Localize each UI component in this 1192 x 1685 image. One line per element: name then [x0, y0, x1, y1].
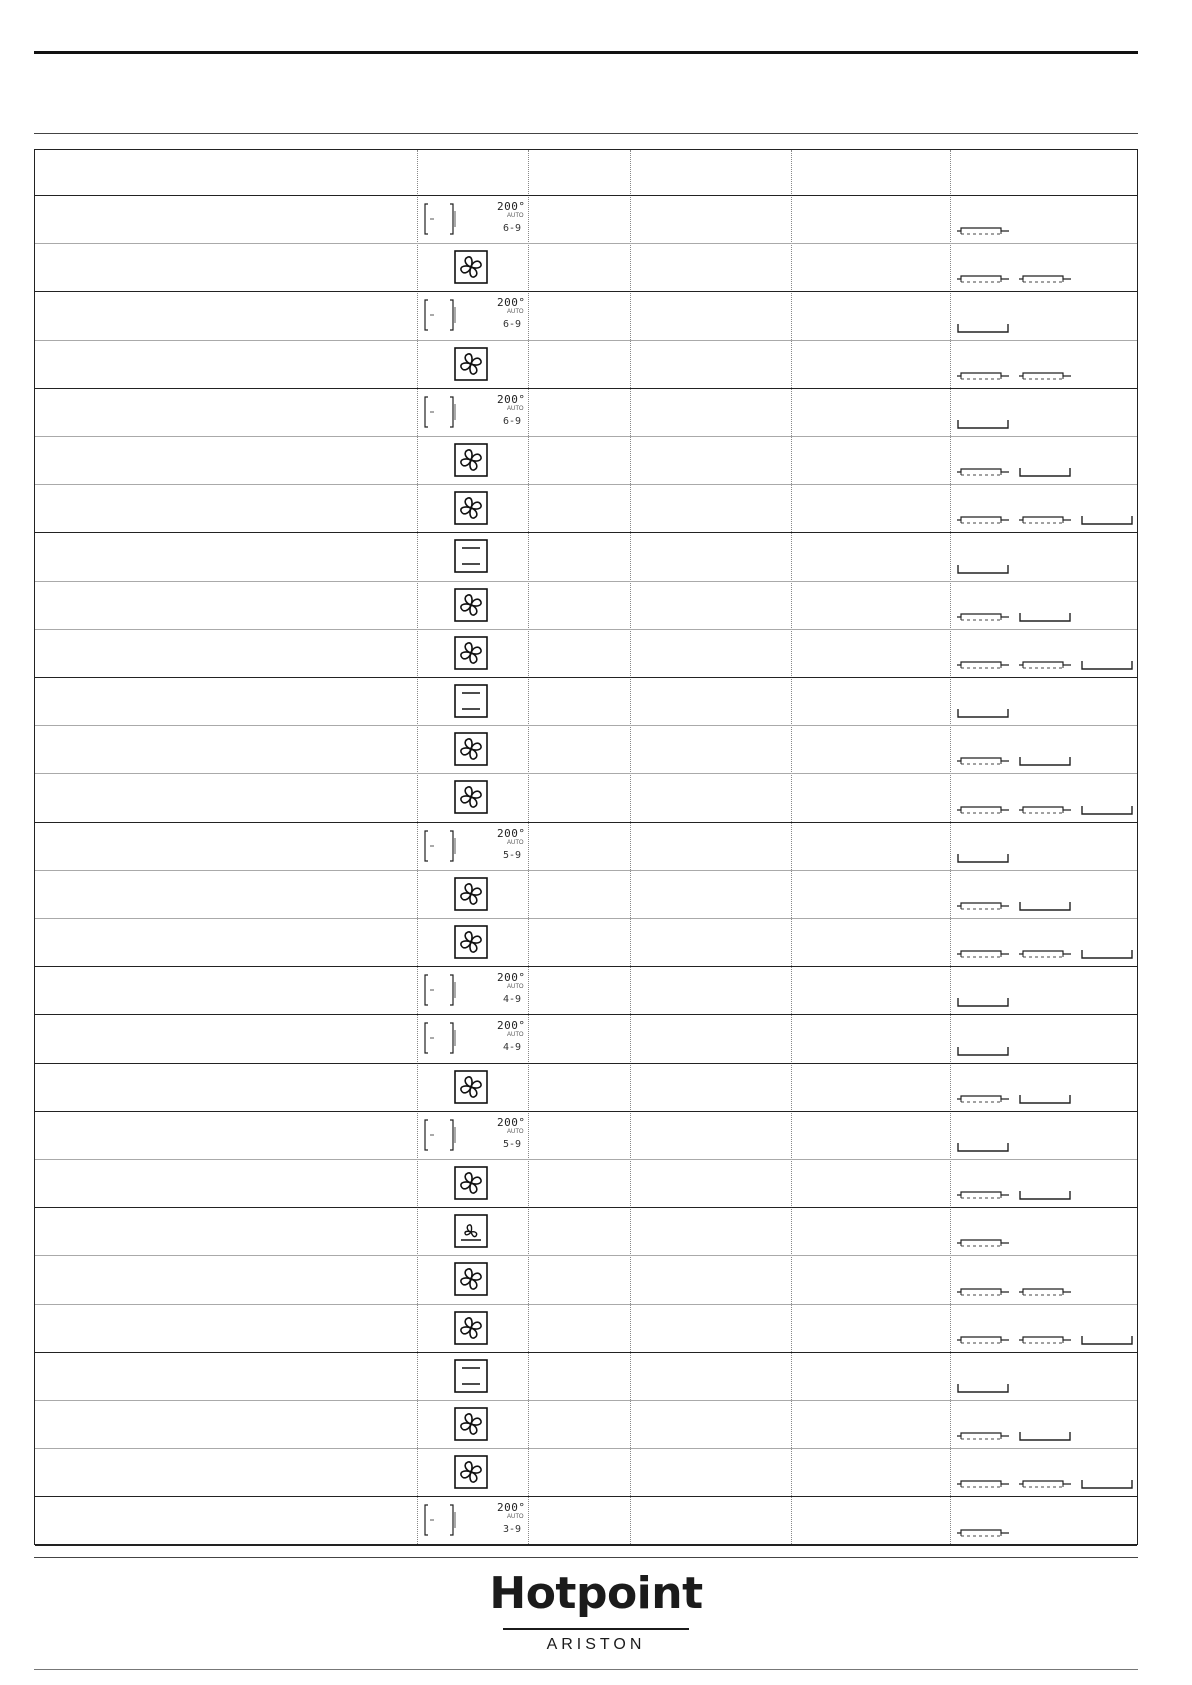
selector-temperature: 200°	[497, 200, 526, 213]
selector-mode: AUTO	[507, 1128, 524, 1135]
baking-tray-icon	[1018, 1430, 1072, 1442]
table-row	[35, 582, 1137, 630]
wire-rack-icon	[956, 900, 1010, 912]
function-cell	[417, 485, 528, 532]
baking-tray-icon	[956, 1382, 1010, 1394]
wire-rack-icon	[1018, 1334, 1072, 1346]
shelf-level-cell	[950, 919, 1139, 966]
selector-level: 6-9	[503, 319, 522, 331]
shelf-level-cell	[950, 244, 1139, 291]
selector-temperature: 200°	[497, 296, 526, 310]
brand-subtitle: ARISTON	[546, 1636, 646, 1653]
page-bottom-rule	[34, 1669, 1138, 1670]
baking-tray-icon	[1080, 948, 1134, 960]
wire-rack-icon	[1018, 804, 1072, 816]
selector-mode: AUTO	[507, 309, 524, 316]
shelf-level-cell	[950, 678, 1139, 725]
fan-icon	[454, 1311, 488, 1345]
table-row	[35, 1015, 1137, 1063]
baking-tray-icon	[956, 707, 1010, 719]
table-row	[35, 1208, 1137, 1256]
table-row	[35, 1449, 1137, 1497]
table-row	[35, 1497, 1137, 1545]
wire-rack-icon	[956, 804, 1010, 816]
header-rule	[34, 133, 1138, 134]
selector-bracket-icon	[421, 201, 457, 237]
table-row	[35, 341, 1137, 389]
selector-level: 4-9	[503, 994, 522, 1006]
fan-icon	[454, 636, 488, 670]
wire-rack-icon	[1018, 1478, 1072, 1490]
table-row	[35, 1256, 1137, 1304]
table-row	[35, 196, 1137, 244]
shelf-level-cell	[950, 1112, 1139, 1159]
fan-icon	[454, 877, 488, 911]
function-cell	[417, 967, 528, 1014]
baking-tray-icon	[1018, 900, 1072, 912]
wire-rack-icon	[956, 1334, 1010, 1346]
function-cell	[417, 341, 528, 388]
function-cell	[417, 1497, 528, 1544]
baking-tray-icon	[1018, 1093, 1072, 1105]
function-cell	[417, 437, 528, 484]
selector-temperature: 200°	[497, 1019, 526, 1033]
selector-bracket-icon	[421, 394, 457, 430]
fan-icon	[454, 1407, 488, 1441]
shelf-level-cell	[950, 1497, 1139, 1544]
shelf-level-cell	[950, 1208, 1139, 1255]
function-cell	[417, 533, 528, 580]
fan-icon	[454, 491, 488, 525]
table-row	[35, 919, 1137, 967]
wire-rack-icon	[956, 755, 1010, 767]
table-row	[35, 437, 1137, 485]
table-row	[35, 533, 1137, 581]
selector-bracket-icon	[421, 1117, 457, 1153]
function-cell	[417, 196, 528, 243]
baking-tray-icon	[1080, 659, 1134, 671]
shelf-level-cell	[950, 196, 1139, 243]
fan-icon	[454, 780, 488, 814]
baking-tray-icon	[956, 563, 1010, 575]
selector-temperature: 200°	[497, 1501, 526, 1515]
selector-bracket-icon	[421, 972, 457, 1008]
selector-bracket-icon	[421, 1020, 457, 1056]
selector-level: 4-9	[503, 1042, 522, 1054]
function-cell	[417, 1160, 528, 1207]
fan-icon	[454, 1070, 488, 1104]
table-row	[35, 774, 1137, 822]
baking-tray-icon	[1080, 804, 1134, 816]
wire-rack-icon	[956, 1527, 1010, 1539]
fan-icon	[454, 1166, 488, 1200]
wire-rack-icon	[956, 514, 1010, 526]
function-cell	[417, 1015, 528, 1062]
function-cell	[417, 871, 528, 918]
selector-level: 6-9	[503, 223, 522, 234]
footer-rule	[34, 1557, 1138, 1558]
brand-logo: Hotpoint	[489, 1568, 703, 1619]
shelf-level-cell	[950, 533, 1139, 580]
wire-rack-icon	[956, 1478, 1010, 1490]
baking-tray-icon	[956, 322, 1010, 334]
function-cell	[417, 1256, 528, 1303]
fan-icon	[454, 443, 488, 477]
baking-tray-icon	[956, 996, 1010, 1008]
function-cell	[417, 678, 528, 725]
shelf-level-cell	[950, 726, 1139, 773]
shelf-level-cell	[950, 389, 1139, 436]
wire-rack-icon	[956, 659, 1010, 671]
selector-bracket-icon	[421, 828, 457, 864]
table-row	[35, 244, 1137, 292]
selector-temperature: 200°	[497, 1115, 526, 1129]
baking-tray-icon	[956, 418, 1010, 430]
wire-rack-icon	[956, 370, 1010, 382]
selector-level: 3-9	[503, 1524, 522, 1536]
function-cell	[417, 582, 528, 629]
function-cell	[417, 1064, 528, 1111]
shelf-level-cell	[950, 871, 1139, 918]
shelf-level-cell	[950, 774, 1139, 821]
shelf-level-cell	[950, 1305, 1139, 1352]
wire-rack-icon	[956, 1189, 1010, 1201]
shelf-level-cell	[950, 485, 1139, 532]
wire-rack-icon	[956, 948, 1010, 960]
shelf-level-cell	[950, 630, 1139, 677]
table-row	[35, 389, 1137, 437]
function-cell	[417, 1208, 528, 1255]
selector-level: 6-9	[503, 415, 522, 427]
selector-temperature: 200°	[497, 392, 526, 406]
selector-mode: AUTO	[507, 839, 524, 846]
table-row	[35, 1064, 1137, 1112]
function-cell	[417, 244, 528, 291]
fan-icon	[454, 925, 488, 959]
wire-rack-icon	[1018, 370, 1072, 382]
wire-rack-icon	[1018, 514, 1072, 526]
wire-rack-icon	[956, 1286, 1010, 1298]
shelf-level-cell	[950, 1353, 1139, 1400]
shelf-level-cell	[950, 437, 1139, 484]
shelf-level-cell	[950, 292, 1139, 339]
table-row	[35, 1160, 1137, 1208]
fan-icon	[454, 588, 488, 622]
baking-tray-icon	[1080, 1478, 1134, 1490]
baking-tray-icon	[1018, 755, 1072, 767]
fan-icon	[454, 250, 488, 284]
brand-block	[0, 1570, 1192, 1654]
shelf-level-cell	[950, 823, 1139, 870]
wire-rack-icon	[956, 1430, 1010, 1442]
selector-level: 5-9	[503, 1138, 522, 1150]
function-cell	[417, 1401, 528, 1448]
selector-mode: AUTO	[507, 1032, 524, 1039]
function-cell	[417, 292, 528, 339]
wire-rack-icon	[1018, 659, 1072, 671]
wire-rack-icon	[956, 1237, 1010, 1249]
selector-bracket-icon	[421, 1502, 457, 1538]
shelf-level-cell	[950, 1256, 1139, 1303]
baking-tray-icon	[1018, 466, 1072, 478]
wire-rack-icon	[956, 225, 1010, 237]
top-rule	[34, 51, 1138, 54]
function-cell	[417, 630, 528, 677]
table-row	[35, 485, 1137, 533]
selector-temperature: 200°	[497, 826, 526, 840]
shelf-level-cell	[950, 1160, 1139, 1207]
fan-icon	[454, 347, 488, 381]
selector-level: 5-9	[503, 849, 522, 861]
baking-tray-icon	[1018, 611, 1072, 623]
shelf-level-cell	[950, 1015, 1139, 1062]
selector-mode: AUTO	[507, 405, 524, 412]
function-cell	[417, 1353, 528, 1400]
selector-temperature: 200°	[497, 971, 526, 985]
shelf-level-cell	[950, 341, 1139, 388]
function-cell	[417, 823, 528, 870]
function-cell	[417, 1449, 528, 1496]
function-cell	[417, 726, 528, 773]
baking-tray-icon	[956, 852, 1010, 864]
baking-tray-icon	[1080, 514, 1134, 526]
table-row	[35, 871, 1137, 919]
wire-rack-icon	[956, 611, 1010, 623]
fan-icon	[454, 1262, 488, 1296]
wire-rack-icon	[956, 466, 1010, 478]
wire-rack-icon	[1018, 273, 1072, 285]
function-cell	[417, 919, 528, 966]
baking-tray-icon	[1080, 1334, 1134, 1346]
shelf-level-cell	[950, 967, 1139, 1014]
table-row	[35, 726, 1137, 774]
cooking-table	[34, 149, 1138, 1545]
fan-icon	[454, 1455, 488, 1489]
function-cell	[417, 1305, 528, 1352]
table-row	[35, 1401, 1137, 1449]
shelf-level-cell	[950, 582, 1139, 629]
conventional-icon	[454, 1359, 488, 1393]
selector-mode: AUTO	[507, 1514, 524, 1521]
brand-divider	[503, 1628, 689, 1630]
table-row	[35, 1112, 1137, 1160]
selector-bracket-icon	[421, 297, 457, 333]
table-row	[35, 1305, 1137, 1353]
shelf-level-cell	[950, 1401, 1139, 1448]
table-header-row	[35, 150, 1137, 196]
conventional-icon	[454, 684, 488, 718]
fan-icon	[454, 732, 488, 766]
wire-rack-icon	[1018, 1286, 1072, 1298]
baking-tray-icon	[956, 1141, 1010, 1153]
function-cell	[417, 774, 528, 821]
table-row	[35, 1353, 1137, 1401]
shelf-level-cell	[950, 1449, 1139, 1496]
wire-rack-icon	[1018, 948, 1072, 960]
baking-tray-icon	[1018, 1189, 1072, 1201]
table-row	[35, 823, 1137, 871]
table-row	[35, 292, 1137, 340]
selector-mode: AUTO	[507, 984, 524, 991]
table-row	[35, 630, 1137, 678]
table-row	[35, 967, 1137, 1015]
wire-rack-icon	[956, 273, 1010, 285]
table-row	[35, 678, 1137, 726]
shelf-level-cell	[950, 1064, 1139, 1111]
function-cell	[417, 1112, 528, 1159]
bottom-fan-icon	[454, 1214, 488, 1248]
conventional-icon	[454, 539, 488, 573]
baking-tray-icon	[956, 1045, 1010, 1057]
wire-rack-icon	[956, 1093, 1010, 1105]
function-cell	[417, 389, 528, 436]
selector-mode: AUTO	[507, 213, 524, 219]
